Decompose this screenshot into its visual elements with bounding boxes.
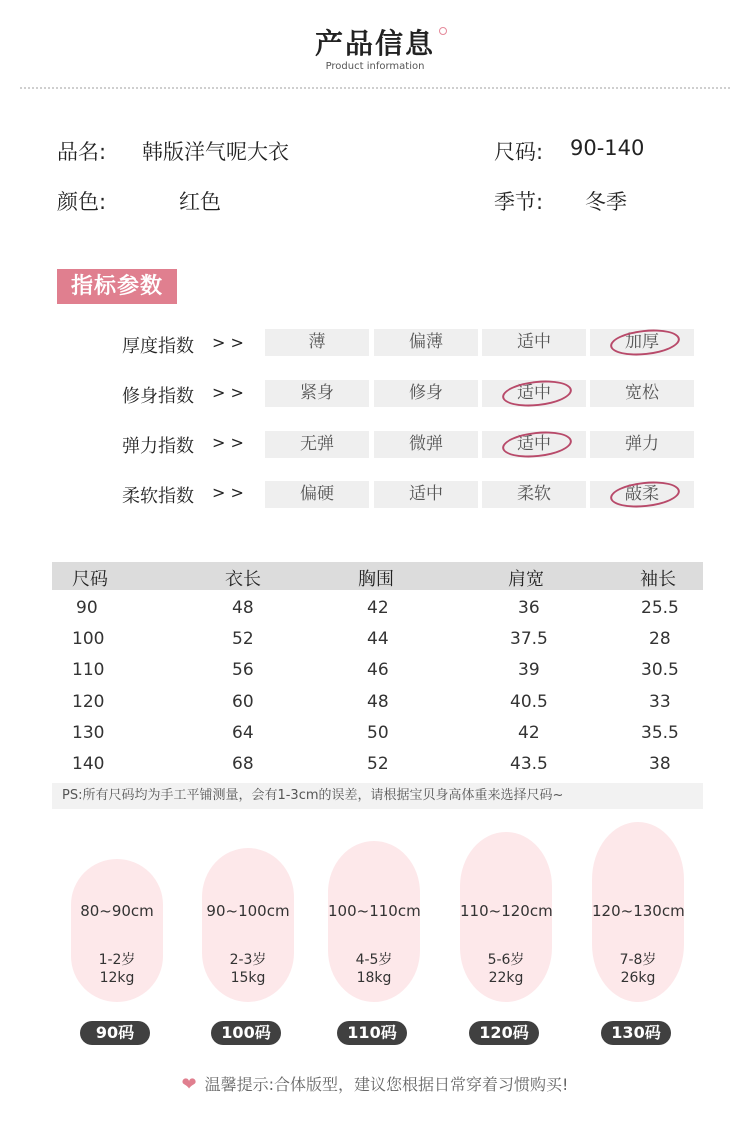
size-pill: 90码	[80, 1021, 150, 1045]
size-guide-oval	[71, 859, 163, 1002]
age-range: 7-8岁	[619, 952, 657, 968]
table-cell: 35.5	[641, 723, 679, 743]
size-guide-oval	[592, 822, 684, 1002]
table-cell: 44	[367, 629, 389, 649]
table-cell: 130	[72, 723, 105, 743]
indicator-option: 无弹	[265, 431, 369, 458]
table-cell: 46	[367, 660, 389, 680]
size-pill: 130码	[601, 1021, 671, 1045]
measurement-note: PS:所有尺码均为手工平铺测量，会有1-3cm的误差，请根据宝贝身高体重来选择尺码~	[52, 783, 703, 809]
table-cell: 60	[232, 692, 254, 712]
table-cell: 110	[72, 660, 105, 680]
heart-icon: ❤	[181, 1074, 197, 1095]
weight: 18kg	[356, 970, 392, 986]
table-cell: 36	[518, 598, 540, 618]
indicator-option: 偏硬	[265, 481, 369, 508]
indicator-option: 宽松	[590, 380, 694, 407]
indicator-label: 厚度指数	[122, 336, 194, 357]
footer-tip-text: 温馨提示:合体版型，建议您根据日常穿着习惯购买!	[204, 1075, 569, 1094]
size-table-header-cell: 衣长	[225, 569, 261, 590]
table-cell: 48	[367, 692, 389, 712]
table-cell: 40.5	[510, 692, 548, 712]
indicator-option: 薄	[265, 329, 369, 356]
age-range: 2-3岁	[229, 952, 267, 968]
table-cell: 33	[649, 692, 671, 712]
name-value: 韩版洋气呢大衣	[142, 140, 289, 164]
size-table-header-cell: 肩宽	[508, 569, 544, 590]
size-table-header-cell: 尺码	[72, 569, 108, 590]
table-cell: 48	[232, 598, 254, 618]
indicator-option: 适中	[482, 380, 586, 407]
indicator-option: 加厚	[590, 329, 694, 356]
indicator-arrow: > >	[212, 433, 244, 452]
table-cell: 39	[518, 660, 540, 680]
indicator-option: 适中	[482, 431, 586, 458]
name-label: 品名:	[57, 140, 107, 164]
color-label: 颜色:	[57, 190, 107, 214]
table-cell: 37.5	[510, 629, 548, 649]
indicator-option: 紧身	[265, 380, 369, 407]
size-pill: 100码	[211, 1021, 281, 1045]
table-cell: 50	[367, 723, 389, 743]
table-cell: 30.5	[641, 660, 679, 680]
indicator-arrow: > >	[212, 383, 244, 402]
page-title: 产品信息	[314, 27, 435, 60]
height-range: 110~120cm	[460, 902, 553, 920]
table-cell: 100	[72, 629, 105, 649]
indicator-option: 微弹	[374, 431, 478, 458]
section-badge: 指标参数	[57, 269, 177, 304]
color-value: 红色	[179, 190, 221, 214]
age-range: 5-6岁	[487, 952, 525, 968]
indicator-arrow: > >	[212, 333, 244, 352]
size-table-header-cell: 袖长	[640, 569, 676, 590]
indicator-option: 偏薄	[374, 329, 478, 356]
indicator-option: 适中	[482, 329, 586, 356]
indicator-option: 柔软	[482, 481, 586, 508]
top-divider	[20, 87, 730, 89]
table-cell: 140	[72, 754, 105, 774]
size-label: 尺码:	[494, 140, 544, 164]
age-range: 1-2岁	[98, 952, 136, 968]
size-table-header-cell: 胸围	[358, 569, 394, 590]
weight: 15kg	[230, 970, 266, 986]
indicator-option: 弹力	[590, 431, 694, 458]
size-value: 90-140	[570, 136, 645, 160]
indicator-option: 修身	[374, 380, 478, 407]
page-subtitle: Product information	[325, 61, 425, 72]
footer-tip	[0, 1072, 750, 1095]
indicator-label: 弹力指数	[122, 436, 194, 457]
table-cell: 64	[232, 723, 254, 743]
season-value: 冬季	[585, 190, 627, 214]
weight: 22kg	[488, 970, 524, 986]
weight: 26kg	[620, 970, 656, 986]
table-cell: 52	[232, 629, 254, 649]
indicator-option: 适中	[374, 481, 478, 508]
table-cell: 28	[649, 629, 671, 649]
size-guide-oval	[328, 841, 420, 1002]
age-range: 4-5岁	[355, 952, 393, 968]
table-cell: 43.5	[510, 754, 548, 774]
table-cell: 56	[232, 660, 254, 680]
size-pill: 120码	[469, 1021, 539, 1045]
table-cell: 68	[232, 754, 254, 774]
table-cell: 38	[649, 754, 671, 774]
size-guide-oval	[460, 832, 552, 1002]
title-dot-icon	[439, 27, 447, 35]
size-guide-oval	[202, 848, 294, 1002]
table-cell: 25.5	[641, 598, 679, 618]
height-range: 80~90cm	[80, 902, 154, 920]
height-range: 120~130cm	[592, 902, 685, 920]
weight: 12kg	[99, 970, 135, 986]
size-pill: 110码	[337, 1021, 407, 1045]
indicator-option: 敲柔	[590, 481, 694, 508]
indicator-arrow: > >	[212, 483, 244, 502]
table-cell: 90	[76, 598, 98, 618]
table-cell: 42	[518, 723, 540, 743]
season-label: 季节:	[494, 190, 544, 214]
height-range: 90~100cm	[206, 902, 290, 920]
indicator-label: 柔软指数	[122, 486, 194, 507]
table-cell: 42	[367, 598, 389, 618]
height-range: 100~110cm	[328, 902, 421, 920]
indicator-label: 修身指数	[122, 386, 194, 407]
table-cell: 52	[367, 754, 389, 774]
table-cell: 120	[72, 692, 105, 712]
